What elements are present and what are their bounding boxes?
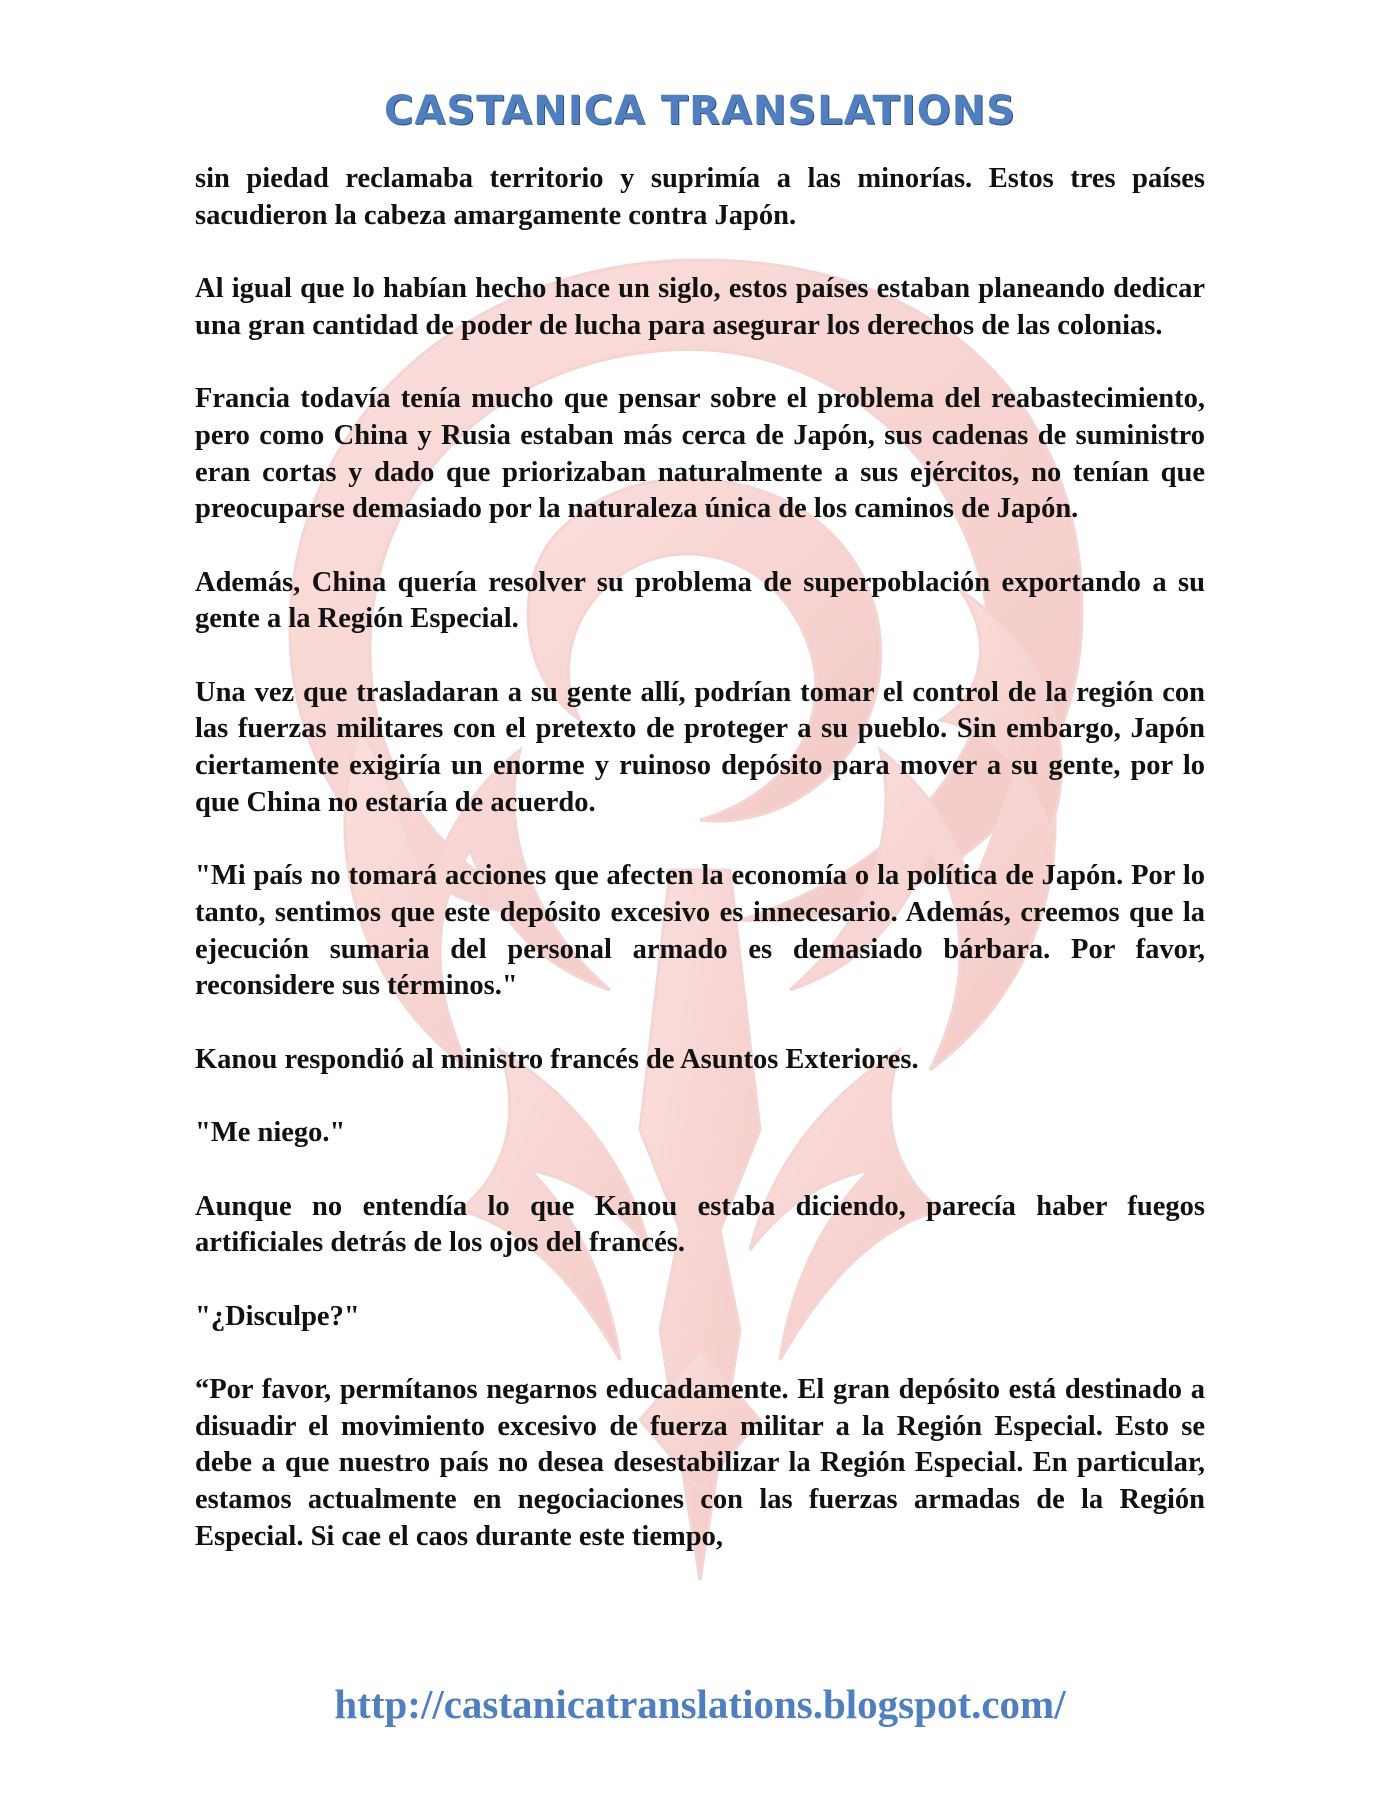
site-url-link[interactable]: http://castanicatranslations.blogspot.com/: [334, 1681, 1066, 1727]
document-body: [195, 161, 1205, 1592]
site-title: CASTANICA TRANSLATIONS: [384, 88, 1016, 134]
paragraph: sin piedad reclamaba territorio y suprimía a las minorías. Estos tres países sacudieron la cabeza amargamente contra Japón.: [195, 163, 1205, 231]
paragraph: Francia todavía tenía mucho que pensar sobre el problema del reabastecimiento, pero como China y Rusia estaban más cerca de Japón, sus cadenas de suministro eran cortas y dado que priorizaban naturalmente a sus ejércitos, no tenían que preocuparse demasiado por la naturaleza única de los caminos de Japón.: [195, 383, 1205, 525]
paragraph: "Me niego.": [195, 1117, 346, 1149]
paragraph: "Mi país no tomará acciones que afecten la economía o la política de Japón. Por lo tanto, sentimos que este depósito excesivo es innecesario. Además, creemos que la ejecución sumaria del personal armado es demasiado bárbara. Por favor, reconsidere sus términos.": [195, 860, 1205, 1002]
paragraph: "¿Disculpe?": [195, 1300, 360, 1332]
paragraph: Kanou respondió al ministro francés de Asuntos Exteriores.: [195, 1043, 919, 1075]
paragraph: Una vez que trasladaran a su gente allí, podrían tomar el control de la región con las fuerzas militares con el pretexto de proteger a su pueblo. Sin embargo, Japón ciertamente exigiría un enorme y ruinoso depósito para mover a su gente, por lo que China no estaría de acuerdo.: [195, 676, 1205, 818]
paragraph: Al igual que lo habían hecho hace un siglo, estos países estaban planeando dedicar una gran cantidad de poder de lucha para asegurar los derechos de las colonias.: [195, 273, 1205, 341]
paragraph: Aunque no entendía lo que Kanou estaba diciendo, parecía haber fuegos artificiales detrás de los ojos del francés.: [195, 1190, 1205, 1259]
paragraph: “Por favor, permítanos negarnos educadamente. El gran depósito está destinado a disuadir el movimiento excesivo de fuerza militar a la Región Especial. Esto se debe a que nuestro país no desea desestabilizar la Región Especial. En particular, estamos actualmente en negociaciones con las fuerzas armadas de la Región Especial. Si cae el caos durante este tiempo,: [195, 1374, 1205, 1552]
paragraph: Además, China quería resolver su problema de superpoblación exportando a su gente a la Región Especial.: [195, 566, 1205, 635]
